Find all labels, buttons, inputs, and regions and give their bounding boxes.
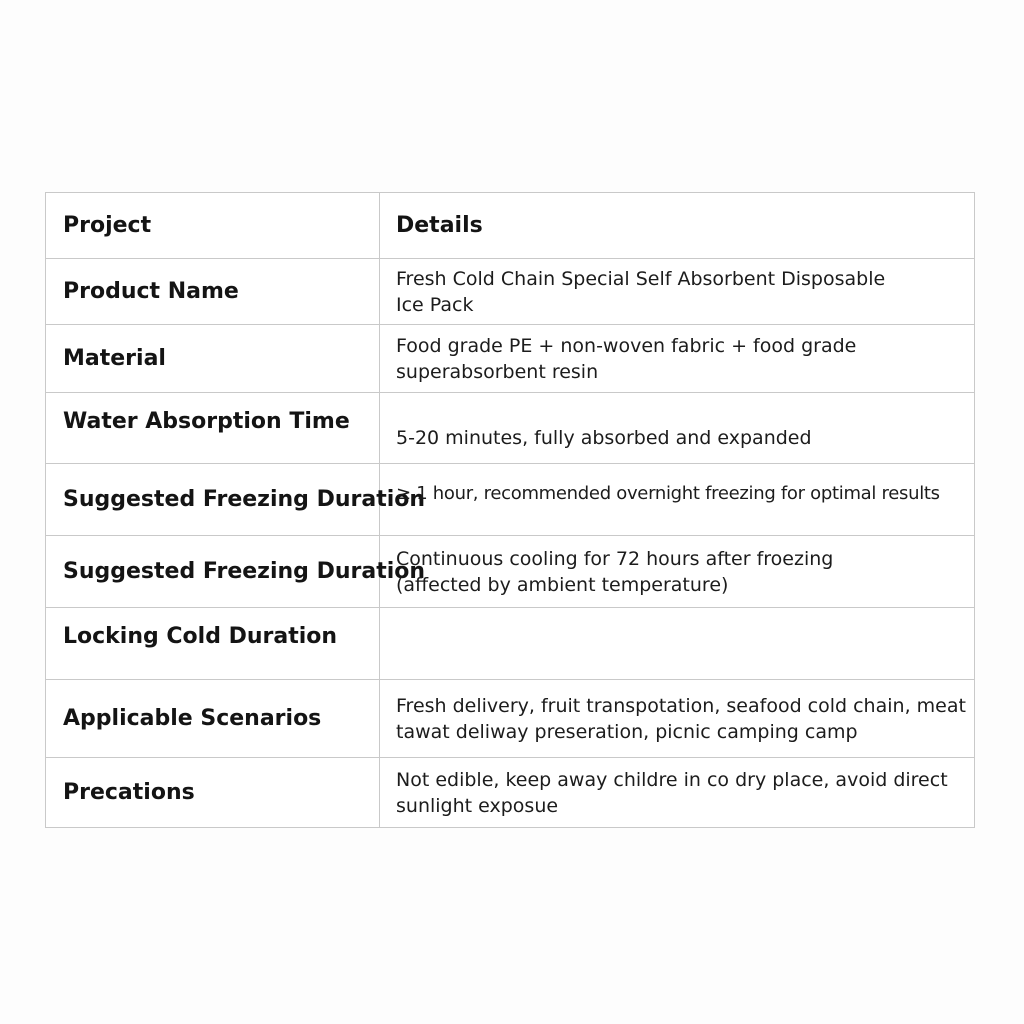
row-value-line: Not edible, keep away childre in co dry place, avoid direct [396,768,948,791]
row-key-cell [46,608,380,680]
row-value-cell [380,393,975,464]
row-value-line: tawat deliway preseration, picnic camping camp [396,720,858,743]
row-value-line: Fresh delivery, fruit transpotation, seafood cold chain, meat [396,694,966,717]
row-value-line: Food grade PE + non-woven fabric + food grade [396,334,857,357]
row-value-cell [380,259,975,325]
row-key-label: Suggested Freezing Duration [63,559,426,584]
row-key-label: Locking Cold Duration [63,624,338,649]
table-row [46,680,975,758]
row-value-line: sunlight exposue [396,794,559,817]
row-key-cell [46,680,380,758]
row-value-line: Ice Pack [396,293,474,316]
row-value-line: (affected by ambient temperature) [396,573,729,596]
table-row [46,464,975,536]
table-header-row [46,193,975,259]
header-value-cell [380,193,975,259]
row-value-cell [380,758,975,828]
table-row [46,608,975,680]
row-key-cell [46,536,426,608]
row-value-line: ≥ 1 hour, recommended overnight freezing for optimal results [396,482,940,504]
header-key-cell [46,193,380,259]
row-key-cell [46,393,380,464]
table-row [46,536,975,608]
header-key-label: Project [63,213,152,238]
row-key-label: Precations [63,780,195,805]
row-key-cell [46,259,380,325]
row-key-cell [46,464,426,536]
row-value-cell [380,536,975,608]
row-value-line: Continuous cooling for 72 hours after froezing [396,547,834,570]
row-value-line: Fresh Cold Chain Special Self Absorbent Disposable [396,267,886,290]
table-row [46,259,975,325]
row-value-line: superabsorbent resin [396,360,599,383]
row-key-label: Material [63,346,166,371]
row-value-line: 5-20 minutes, fully absorbed and expanded [396,427,812,449]
row-key-label: Suggested Freezing Duration [63,487,426,512]
row-key-label: Water Absorption Time [63,408,350,434]
row-value-cell [380,608,975,680]
row-key-cell [46,758,380,828]
row-value-cell [380,680,975,758]
table-row [46,758,975,828]
row-key-label: Product Name [63,279,239,304]
spec-table [45,192,975,828]
row-key-label: Applicable Scenarios [63,706,322,731]
row-value-cell [380,325,975,393]
row-value-cell [380,464,975,536]
table-row [46,393,975,464]
header-value-label: Details [396,212,483,238]
table-row [46,325,975,393]
row-key-cell [46,325,380,393]
